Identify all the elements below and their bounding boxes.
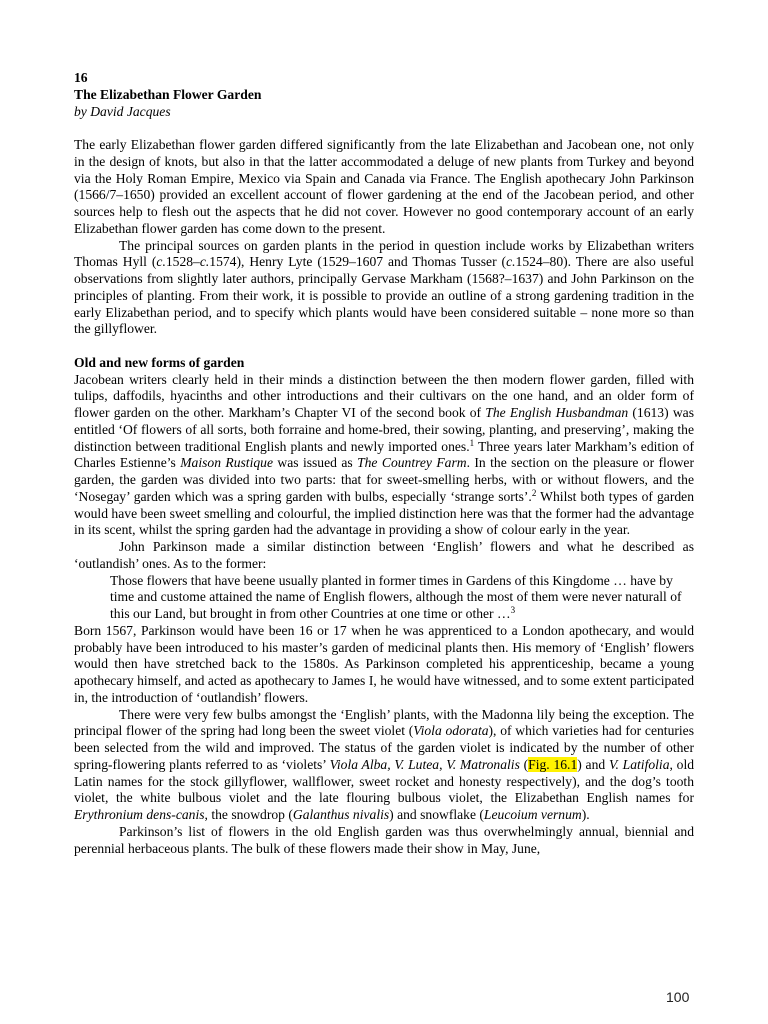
footnote-marker: 3 xyxy=(510,605,516,615)
document-body xyxy=(74,70,694,857)
text-run: ( xyxy=(519,756,529,772)
text-run: , old Latin names for the stock gillyflower, wallflower, sweet rocket and honesty respectively), and the dog’s tooth violet, the white bulbous violet and the late flouring bulbous violet, the Elizabethan English names for xyxy=(74,756,695,806)
book-title: Maison Rustique xyxy=(180,455,273,471)
paragraph-sources xyxy=(74,238,694,339)
paragraph-violets xyxy=(74,707,694,824)
species-name: Galanthus nivalis xyxy=(292,807,390,822)
text-run: was issued as xyxy=(272,455,358,471)
text-run: , the snowdrop ( xyxy=(204,807,293,822)
text-run: John Parkinson made a similar distinction between ‘English’ flowers and what he described as ‘outlandish’ ones. As to the former: xyxy=(74,539,694,571)
text-run: Those flowers that have beene usually planted in former times in Gardens of this Kingdome … have by time and custome attained the name of English flowers, although the most of them were never naturall of this our Land, but brought in from other Countries at one time or other … xyxy=(110,572,682,621)
species-name: Leucoium vernum xyxy=(483,807,582,822)
text-run: (1613) was entitled ‘Of flowers of all sorts, both forraine and home-bred, their sowing, planting, and preserving’, making the distinction between traditional English plants and newly imported ones. xyxy=(74,405,694,454)
paragraph-old-english-list xyxy=(74,824,694,858)
text-run: . In the section on the pleasure or flower garden, the garden was divided into two parts: that for sweet-smelling herbs, with or without flowers, and the ‘Nosegay’ garden which was a spring garden with bulbs, especially ‘strange sorts’. xyxy=(74,455,694,504)
text-run: c. xyxy=(506,254,516,270)
figure-reference-link[interactable]: Fig. 16.1 xyxy=(528,756,578,772)
text-run: 1574), Henry Lyte (1529–1607 and Thomas Tusser ( xyxy=(209,254,507,270)
text-run: c. xyxy=(199,254,210,270)
chapter-title: The Elizabethan Flower Garden xyxy=(74,86,262,102)
text-run: Whilst both types of garden would have been sweet smelling and colourful, the implied distinction here was that the former had the advantage in its scent, whilst the spring garden had the advantage in providing a show of colour early in the year. xyxy=(74,488,694,538)
text-run: ). xyxy=(581,807,590,822)
section-heading: Old and new forms of garden xyxy=(74,354,245,370)
paragraph-parkinson-born xyxy=(74,623,694,707)
page-number: 100 xyxy=(666,989,690,1005)
footnote-marker: 2 xyxy=(531,487,537,498)
text-run: 1524–80). There are also useful observations from slightly later authors, principally Gervase Markham (1568?–1637) and John Parkinson on the principles of planting. From their work, it is possible to provide an outline of a strong gardening tradition in the early Elizabethan period, and to specify which plants would have been considered suitable – none more so than the gillyflower. xyxy=(74,254,695,337)
paragraph-jacobean-writers xyxy=(74,372,694,540)
text-run: ) and snowflake ( xyxy=(389,807,484,822)
text-run: Jacobean writers clearly held in their minds a distinction between the then modern flower garden, filled with tulips, daffodils, hyacinths and other introductions and their cultivars on the one hand, and an older form of flower garden on the other. Markham’s Chapter VI of the second book of xyxy=(74,371,694,420)
text-run: The principal sources on garden plants in the period in question include works by Elizabethan writers Thomas Hyll ( xyxy=(74,237,694,270)
paragraph-parkinson-distinction xyxy=(74,539,694,573)
text-run: The early Elizabethan flower garden differed significantly from the late Elizabethan and Jacobean one, not only in the design of knots, but also in that the latter accommodated a deluge of new plants from Turkey and beyond via the Holy Roman Empire, Mexico via Spain and Canada via France. The English apothecary John Parkinson (1566/7–1650) provided an excellent account of flower gardening at the end of the Jacobean period, and other sources help to flesh out the aspects that he did not cover. However no good contemporary account of an early Elizabethan flower garden has come down to the present. xyxy=(74,137,694,236)
footnote-marker: 1 xyxy=(469,437,475,448)
text-run: Born 1567, Parkinson would have been 16 or 17 when he was apprenticed to a London apothecary, and would probably have been introduced to his master’s garden of medicinal plants then. His memory of ‘English’ flowers would then have stretched back to the 1580s. As Parkinson completed his apprenticeship, became a young apothecary himself, and acted as apothecary to James I, he would have witnessed, and to some extent participated in, the introduction of ‘outlandish’ flowers. xyxy=(74,622,694,705)
paragraph-intro xyxy=(74,137,694,238)
text-run: There were very few bulbs amongst the ‘English’ plants, with the Madonna lily being the exception. The principal flower of the spring had long been the sweet violet ( xyxy=(74,706,694,739)
spacer xyxy=(74,338,694,355)
species-name: V. Latifolia xyxy=(608,756,670,772)
text-run: , xyxy=(439,756,447,772)
book-title: The Countrey Farm xyxy=(357,455,467,471)
spacer xyxy=(74,120,694,137)
species-name: V. Matronalis xyxy=(446,756,520,772)
text-run: Parkinson’s list of flowers in the old English garden was thus overwhelmingly annual, biennial and perennial herbaceous plants. The bulk of these flowers made their show in May, June, xyxy=(74,823,694,856)
species-name: Viola Alba, V. Lutea xyxy=(329,756,440,772)
species-name: Erythronium dens-canis xyxy=(74,807,205,822)
chapter-author: by David Jacques xyxy=(74,103,171,119)
text-run: c. xyxy=(156,254,166,270)
text-run: ), of which varieties had for centuries been selected from the wild and improved. The status of the garden violet is indicated by the number of other spring-flowering plants referred to as ‘violets’ xyxy=(74,723,694,772)
block-quote xyxy=(110,573,694,623)
text-run: 1528– xyxy=(165,254,200,270)
text-run: Three years later Markham’s edition of Charles Estienne’s xyxy=(74,438,694,471)
species-name: Viola odorata xyxy=(413,723,489,739)
chapter-number: 16 xyxy=(74,70,88,85)
text-run: ) and xyxy=(577,756,609,772)
book-title: The English Husbandman xyxy=(485,405,629,420)
